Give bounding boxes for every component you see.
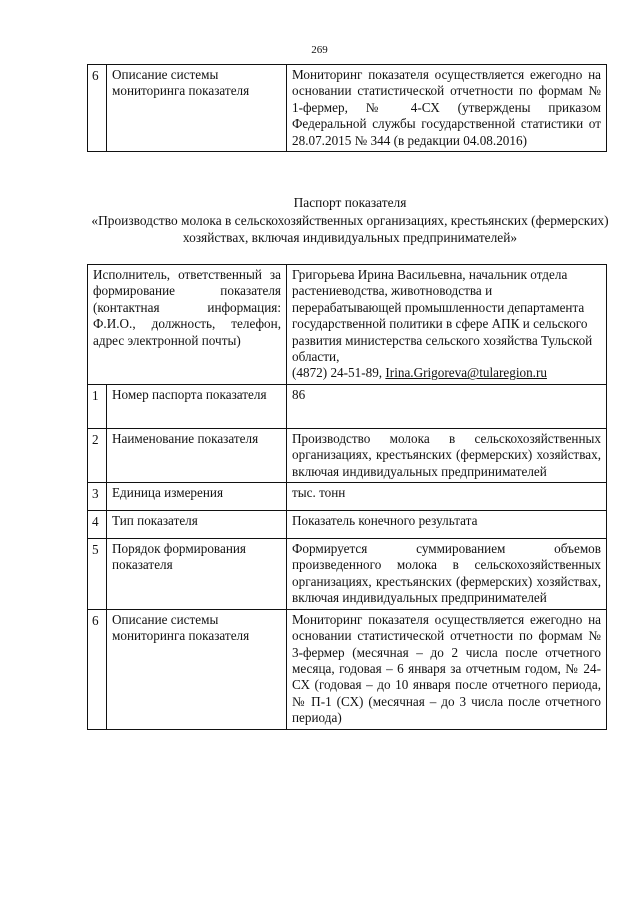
page-number: 269 — [311, 44, 328, 56]
row-label: Наименование показателя — [107, 428, 287, 482]
row-number: 4 — [88, 511, 107, 539]
row-label: Описание системы мониторинга показателя — [107, 65, 287, 152]
executor-value: Григорьева Ирина Васильевна, начальник отдела растениеводства, животноводства и перерабатывающей промышленности департамента государственной политики в сфере АПК и сельского развития министерства сельского хозяйства Тульской области, — [292, 267, 593, 365]
row-value: Формируется суммированием объемов произведенного молока в сельскохозяйственных организациях, крестьянских (фермерских) хозяйствах, включая индивидуальных предпринимателей — [287, 539, 607, 610]
table-row — [88, 428, 607, 482]
passport-subtitle: «Производство молока в сельскохозяйственных организациях, крестьянских (фермерских) хозяйствах, включая индивидуальных предпринимателей» — [91, 213, 609, 245]
row-number: 6 — [88, 609, 107, 729]
row-number: 2 — [88, 428, 107, 482]
row-value: Мониторинг показателя осуществляется ежегодно на основании статистической отчетности по формам № 3-фермер (месячная – до 2 числа после отчетного месяца, годовая – 6 января за отчетным годом, № 24-СХ (годовая – до 10 января после отчетного периода, № П-1 (СХ) (месячная – до 3 числа после отчетного периода) — [287, 609, 607, 729]
row-label: Тип показателя — [107, 511, 287, 539]
executor-cell — [287, 265, 607, 385]
row-value: Производство молока в сельскохозяйственных организациях, крестьянских (фермерских) хозяйствах, включая индивидуальных предпринимателей — [287, 428, 607, 482]
table-row — [88, 384, 607, 428]
row-label: Номер паспорта показателя — [107, 384, 287, 428]
row-value: Мониторинг показателя осуществляется ежегодно на основании статистической отчетности по формам № 1-фермер, № 4-СХ (утверждены приказом Федеральной службы государственной статистики от 28.07.2015 № 344 (в редакции 04.08.2016) — [287, 65, 607, 152]
table-row — [88, 511, 607, 539]
table-row — [88, 65, 607, 152]
table-row — [88, 609, 607, 729]
row-number: 1 — [88, 384, 107, 428]
passport-title: Паспорт показателя — [293, 195, 407, 210]
row-label: Описание системы мониторинга показателя — [107, 609, 287, 729]
row-number: 6 — [88, 65, 107, 152]
table-row — [88, 483, 607, 511]
executor-contacts — [292, 365, 601, 381]
row-value: 86 — [287, 384, 607, 428]
executor-email[interactable]: Irina.Grigoreva@tularegion.ru — [385, 365, 547, 381]
row-label: Единица измерения — [107, 483, 287, 511]
executor-phone: (4872) 24-51-89, — [292, 365, 383, 381]
row-label: Порядок формирования показателя — [107, 539, 287, 610]
row-number: 5 — [88, 539, 107, 610]
row-value: тыс. тонн — [287, 483, 607, 511]
executor-row — [88, 265, 607, 385]
row-number: 3 — [88, 483, 107, 511]
table-row — [88, 539, 607, 610]
row-value: Показатель конечного результата — [287, 511, 607, 539]
passport-table — [87, 264, 607, 730]
monitoring-table-continued — [87, 64, 607, 152]
executor-label: Исполнитель, ответственный за формирование показателя (контактная информация: Ф.И.О., должность, телефон, адрес электронной почты) — [88, 265, 287, 385]
